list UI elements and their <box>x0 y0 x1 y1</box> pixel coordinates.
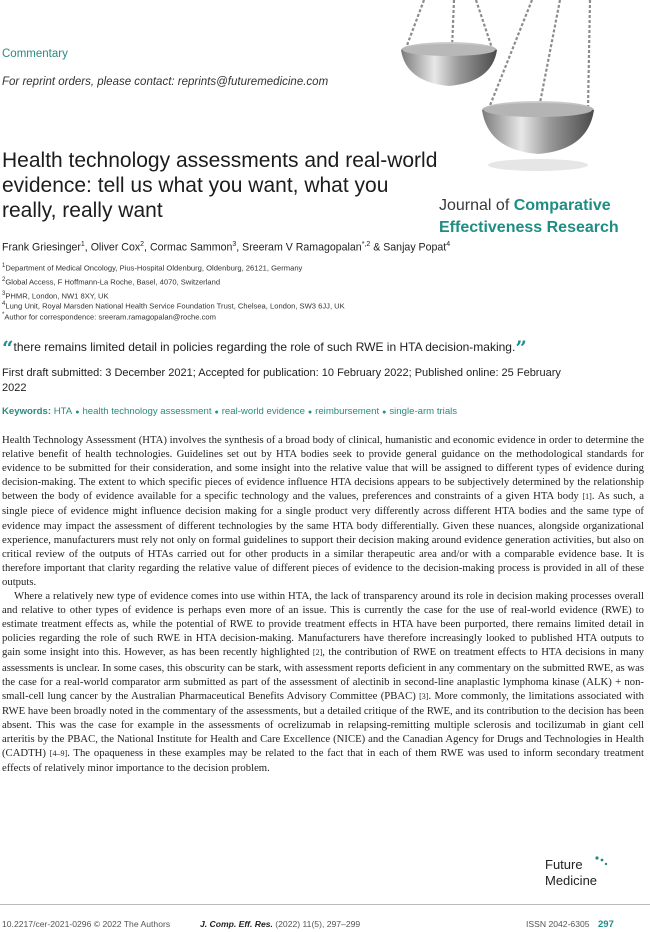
footer-citation-text: (2022) 11(5), 297–299 <box>272 919 361 929</box>
paragraph-2: Where a relatively new type of evidence comes into use within HTA, the lack of transparency around its role in decision making processes overall and relative to other types of evidence is perhaps even more of an issue. This is currently the case for the use of real-world evidence (RWE) to estimate treatment effects as, while the potential of RWE to provide treatment effects in HTA have been purported, there remains limited detail in policies regarding the role of such RWE in HTA decision-making. Manufacturers have therefore increasingly looked to published HTA outputs to gain some insight into this. However, as has been recently highlighted [2], the contribution of RWE on treatment effects to HTA decisions in many assessments is unclear. In some cases, this obscurity can be stark, with assessment reports deficient in any commentary on the submitted RWE, as was the case for a real-world comparator arm submitted as part of the assessment of alectinib in second-line anaplastic lymphoma kinase (ALK) + non-small-cell lung cancer by the Australian Pharmaceutical Benefits Advisory Committee (PBAC) [3]. More commonly, the limitations associated with RWE have been broadly noted in the commentary of the assessments, but a detailed critique of the RWE, and its contribution to the decision has been absent. This was the case for example in the assessments of ocrelizumab in relapsing-remitting multiple sclerosis and tocilizumab in giant cell arteritis by the PBAC, the National Institute for Health and Care Excellence (NICE) and the Canadian Agency for Drugs and Technologies in Health (CADTH) [4–9]. The opaqueness in these examples may be related to the fact that in each of them RWE was used to inform secondary treatment effects of relatively minor importance to the decision problem. <box>2 590 644 775</box>
keyword-bullet: ● <box>75 409 80 416</box>
journal-name-line1: Comparative <box>513 197 611 214</box>
affiliation-text: Author for correspondence: sreeram.ramagopalan@roche.com <box>4 312 216 322</box>
journal-name <box>439 195 619 239</box>
article-body <box>2 433 644 775</box>
affiliation-line <box>2 263 302 273</box>
affiliation-number: * <box>2 312 5 318</box>
affiliation-text: PHMR, London, NW1 8XY, UK <box>5 291 109 301</box>
author-separator: , <box>236 241 243 254</box>
keywords-label: Keywords: <box>2 406 52 417</box>
reference-link[interactable]: [2] <box>312 648 323 658</box>
author-affiliation-mark: 3 <box>232 241 237 248</box>
article-title: Health technology assessments and real-world evidence: tell us what you want, what you really, really want <box>2 149 438 222</box>
journal-name-line2: Effectiveness Research <box>439 219 619 236</box>
author-name: Cormac Sammon <box>149 241 233 254</box>
logo-line1: Future <box>545 857 583 872</box>
keyword-bullet: ● <box>382 409 387 416</box>
affiliation-text: Global Access, F Hoffmann-La Roche, Basel, 4070, Switzerland <box>5 277 221 287</box>
reprint-notice: For reprint orders, please contact: reprints@futuremedicine.com <box>2 76 329 88</box>
reference-link[interactable]: [3] <box>419 691 429 701</box>
publication-dates: First draft submitted: 3 December 2021; Accepted for publication: 10 February 2022; Published online: 25 February 2022 <box>2 367 561 394</box>
author-name: Oliver Cox <box>90 241 141 254</box>
footer-journal-abbrev: J. Comp. Eff. Res. <box>200 919 273 929</box>
author-affiliation-mark: 1 <box>80 241 85 248</box>
paragraph-1: Health Technology Assessment (HTA) involves the synthesis of a broad body of clinical, humanistic and economic evidence in order to determine the relative benefit of health technologies. Guidelines set out by HTA bodies seek to provide general guidance on the methodological standards for evidence to be submitted for their consideration, and some insight into the relative value that will be assigned to different types of evidence during decision-making. The extent to which specific pieces of evidence influence HTA decisions appears to be subjectively determined by the relationship between the body of evidence available for a specific technology and the values, preferences and constraints of a given HTA body [1]. As such, a single piece of evidence might influence decision making for a single product very differently across different HTA bodies and the same type of evidence may impact the assessment of different technologies by the same HTA body differentially. Given these nuances, alongside organizational experience, manufacturers must rely not only on formal guidelines to support their decision making around evidence generation activities, but also on critical review of the outputs of HTAs carried out for other products in a similar therapeutic area and/or with a comparable evidence base. It is therefore important that clarity regarding the relative value of different pieces of evidence to the decision-making process is provided in all of these outputs. <box>2 434 645 588</box>
keyword[interactable]: health technology assessment <box>82 406 212 417</box>
keyword[interactable]: HTA <box>53 406 73 417</box>
pull-quote <box>2 336 642 360</box>
keyword[interactable]: real-world evidence <box>221 406 305 417</box>
author-name: Frank Griesinger <box>2 241 81 254</box>
affiliation-line <box>2 301 345 311</box>
author-name: Sreeram V Ramagopalan <box>242 241 362 254</box>
affiliation-line <box>2 277 220 287</box>
keyword[interactable]: single-arm trials <box>389 406 458 417</box>
affiliation-text: Lung Unit, Royal Marsden National Health Service Foundation Trust, Chelsea, London, SW3 6JJ, UK <box>5 301 345 311</box>
affiliation-number: 4 <box>2 301 6 307</box>
reference-link[interactable]: [1] <box>582 492 592 502</box>
keyword-bullet: ● <box>307 409 313 416</box>
affiliation-number: 3 <box>2 291 6 297</box>
affiliation-number: 2 <box>2 277 6 283</box>
affiliation-line <box>2 312 216 322</box>
footer-divider <box>0 904 650 905</box>
logo-line2: Medicine <box>545 873 598 888</box>
author-name: Sanjay Popat <box>383 241 447 254</box>
journal-prefix: Journal of <box>439 197 514 214</box>
pull-quote-text: there remains limited detail in policies regarding the role of such RWE in HTA decision-making. <box>13 340 516 354</box>
open-quote-mark: “ <box>2 336 14 360</box>
author-separator: , <box>84 241 91 254</box>
author-affiliation-mark: 2 <box>140 241 145 248</box>
author-list <box>2 238 642 255</box>
future-medicine-logo <box>545 855 615 891</box>
author-separator: , <box>144 241 150 254</box>
affiliation-line <box>2 291 109 301</box>
affiliation-text: Department of Medical Oncology, Pius-Hospital Oldenburg, Oldenburg, 26121, Germany <box>5 263 303 273</box>
close-quote-mark: ” <box>515 336 527 360</box>
page-number: 297 <box>598 919 614 930</box>
author-separator: & <box>370 241 384 254</box>
keywords <box>2 406 642 417</box>
author-affiliation-mark: 4 <box>446 241 451 248</box>
affiliation-number: 1 <box>2 263 6 269</box>
footer-issn: ISSN 2042-6305 <box>526 919 590 929</box>
reference-link[interactable]: [4–9] <box>49 749 68 759</box>
footer-doi: 10.2217/cer-2021-0296 © 2022 The Authors <box>2 919 171 929</box>
footer-citation <box>200 919 360 929</box>
keyword-bullet: ● <box>214 409 219 416</box>
keyword[interactable]: reimbursement <box>315 406 380 417</box>
author-affiliation-mark: *,2 <box>361 241 371 248</box>
section-label: Commentary <box>2 48 68 60</box>
